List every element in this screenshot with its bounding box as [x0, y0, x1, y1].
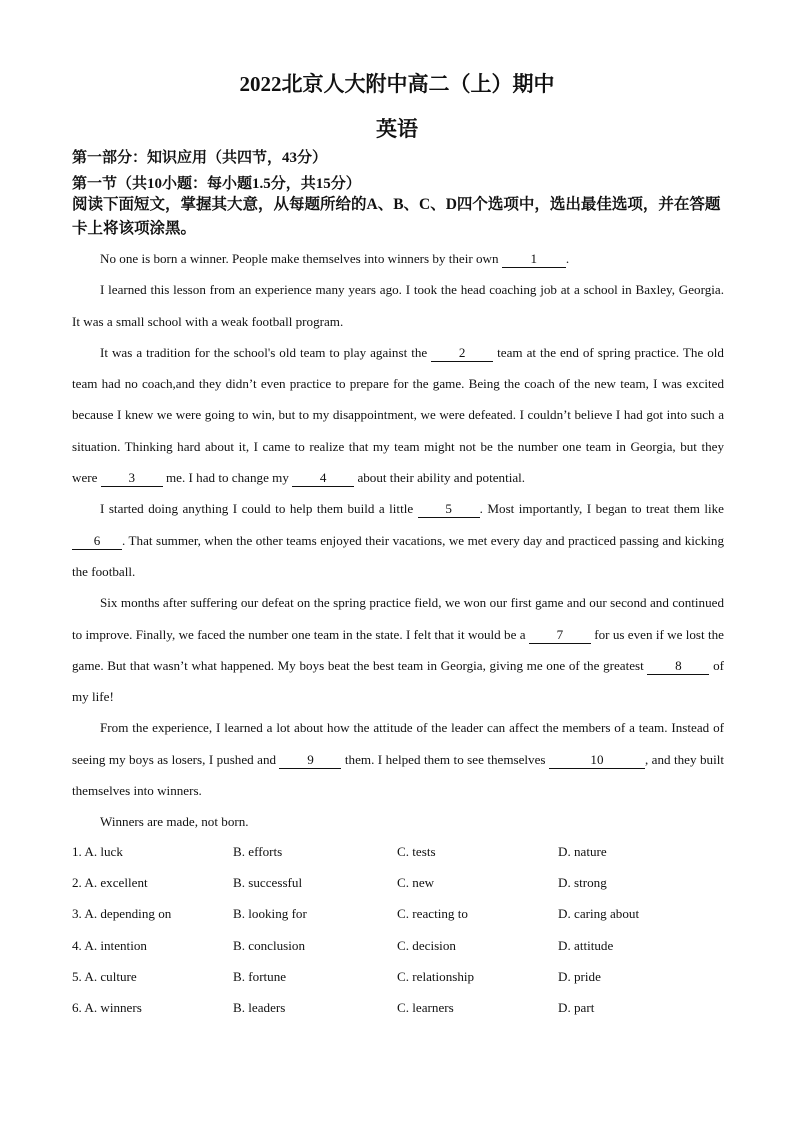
- text-run: , and they built themselves into winners.: [72, 751, 724, 799]
- text-run: It was a tradition for the school's old team to play against the: [100, 344, 432, 360]
- option-row-5: [72, 961, 732, 992]
- text-run: .: [565, 251, 570, 266]
- paragraph-2: [72, 274, 724, 337]
- option-row-4: [72, 930, 732, 961]
- option-b: B. looking for: [233, 906, 307, 922]
- blank-9: 9: [279, 752, 341, 769]
- text-run: From the experience, I learned a lot about how the attitude of the leader can affect the members of a team. Instead of seeing my boys as losers, I pushed and: [72, 720, 724, 767]
- text-run: I started doing anything I could to help them build a little: [100, 501, 418, 517]
- text-run: about their ability and potential.: [354, 470, 526, 486]
- option-a: 4. A. intention: [72, 937, 147, 953]
- text-run: . That summer, when the other teams enjoyed their vacations, we met every day and practiced passing and kicking the football.: [72, 532, 724, 579]
- option-d: D. caring about: [558, 906, 640, 922]
- option-d: D. pride: [558, 968, 601, 984]
- text-run: Six months after suffering our defeat on the spring practice field, we won our first game and our second and continued to improve. Finally, we faced the number one team in the state. I felt that it would be a: [72, 595, 724, 642]
- paragraph-7: [72, 806, 724, 837]
- option-b: B. fortune: [233, 968, 287, 984]
- option-c: C. reacting to: [397, 906, 468, 922]
- option-b: B. efforts: [233, 843, 283, 859]
- option-d: D. attitude: [558, 937, 614, 953]
- option-row-6: [72, 992, 732, 1023]
- option-a: 5. A. culture: [72, 968, 137, 984]
- exam-title: 2022北京人大附中高二（上）期中: [239, 72, 555, 96]
- text-run: Winners are made, not born.: [100, 814, 249, 830]
- option-a: 1. A. luck: [72, 843, 123, 859]
- paragraph-3: [72, 337, 724, 493]
- blank-8: 8: [647, 658, 709, 675]
- text-run: for us even if we lost the game. But that wasn’t what happened. My boys beat the best team in Georgia, giving me one of the greatest: [72, 626, 724, 673]
- paragraph-4: [72, 493, 724, 587]
- blank-3: 3: [101, 470, 163, 487]
- option-row-2: [72, 867, 732, 898]
- paragraph-5: [72, 587, 724, 712]
- blank-5: 5: [418, 501, 480, 518]
- option-a: 3. A. depending on: [72, 906, 172, 922]
- cloze-passage: [72, 243, 724, 838]
- subject-title: 英语: [376, 117, 418, 141]
- paragraph-6: [72, 712, 724, 806]
- blank-10: 10: [549, 752, 645, 769]
- paragraph-1: [72, 243, 724, 274]
- option-d: D. strong: [558, 874, 607, 890]
- section-heading: 第一节（共10小题：每小题1.5分，共15分）: [72, 176, 361, 192]
- option-c: C. learners: [397, 1000, 454, 1016]
- option-d: D. part: [558, 1000, 595, 1016]
- blank-4: 4: [292, 470, 354, 487]
- blank-1: 1: [502, 251, 566, 268]
- option-c: C. new: [397, 874, 435, 890]
- text-run: . Most importantly, I began to treat them like: [479, 501, 724, 517]
- text-run: No one is born a winner. People make themselves into winners by their own: [100, 251, 502, 266]
- option-c: C. tests: [397, 843, 436, 859]
- blank-7: 7: [529, 627, 591, 644]
- text-run: of my life!: [72, 657, 724, 705]
- text-run: team at the end of spring practice. The old team had no coach,and they didn’t even practice to prepare for the game. Being the coach of the new team, I was excited because I knew we were going to win, but to my disappointment, we were defeated. I couldn’t believe I had got into such a situation. Thinking hard about it, I came to realize that my team might not be the number one team in Georgia, but they were: [72, 344, 724, 486]
- option-d: D. nature: [558, 843, 607, 859]
- option-row-3: [72, 899, 732, 930]
- blank-6: 6: [72, 533, 122, 550]
- text-run: them. I helped them to see themselves: [341, 751, 549, 767]
- option-a: 2. A. excellent: [72, 874, 148, 890]
- option-b: B. leaders: [233, 1000, 286, 1016]
- option-b: B. conclusion: [233, 937, 306, 953]
- instructions: 阅读下面短文，掌握其大意，从每题所给的A、B、C、D四个选项中，选出最佳选项，并在答题卡上将该项涂黑。: [72, 196, 721, 237]
- part-heading: 第一部分：知识应用（共四节，43分）: [72, 150, 328, 166]
- option-a: 6. A. winners: [72, 1000, 142, 1016]
- blank-2: 2: [431, 345, 493, 362]
- text-run: me. I had to change my: [162, 470, 293, 486]
- option-c: C. decision: [397, 937, 456, 953]
- option-c: C. relationship: [397, 968, 475, 984]
- answer-options: [72, 836, 732, 1024]
- text-run: I learned this lesson from an experience many years ago. I took the head coaching job at a school in Baxley, Georgia. It was a small school with a weak football program.: [72, 282, 724, 329]
- option-b: B. successful: [233, 874, 303, 890]
- option-row-1: [72, 836, 732, 867]
